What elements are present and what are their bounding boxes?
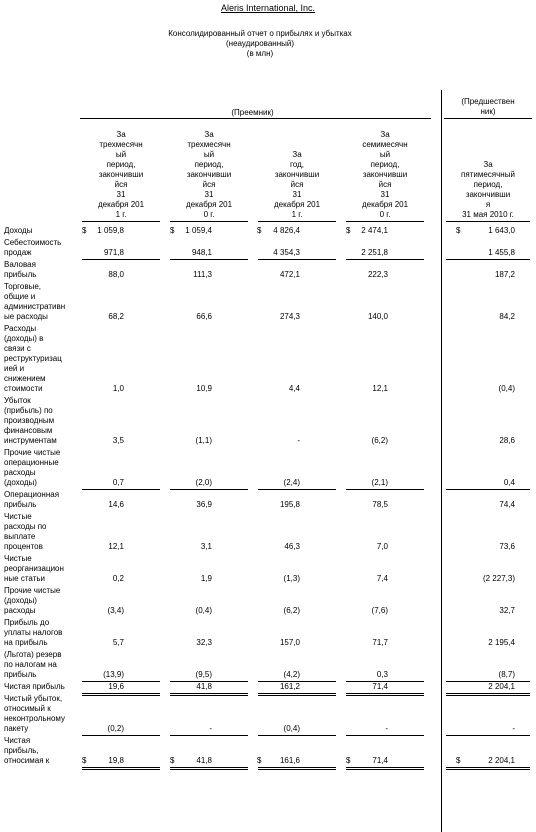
value-cell: 0,7 [112, 478, 124, 487]
value-cell: 2 195,4 [488, 638, 515, 647]
column-header-line: период, [106, 160, 136, 169]
value-cell: 1,0 [112, 384, 124, 393]
value-cell: 84,2 [499, 312, 515, 321]
value-cell: 14,6 [108, 500, 124, 509]
column-header-line: ый [203, 150, 215, 159]
row-label: Валовая прибыль [4, 260, 37, 279]
column-header-line: период, [194, 160, 224, 169]
value-cell: 4,4 [288, 384, 300, 393]
row-label: Чистые расходы по выплате процентов [4, 512, 47, 551]
value-cell: 41,8 [196, 756, 212, 765]
column-header-line: декабря 201 [97, 200, 145, 209]
row-label: Операционная прибыль [4, 490, 60, 509]
value-cell: (9,5) [195, 670, 212, 679]
value-cell: 111,3 [193, 270, 212, 279]
row-label: Прибыль до уплаты налогов на прибыль [4, 618, 63, 647]
value-cell: 74,4 [499, 500, 515, 509]
column-header-line: закончивши [98, 170, 144, 179]
unaudited-note: (неаудированный) [226, 39, 294, 48]
currency-sign: $ [346, 756, 351, 765]
value-cell: 68,2 [108, 312, 124, 321]
column-header-line: йся [290, 180, 304, 189]
value-cell: 140,0 [367, 312, 388, 321]
total-rule [82, 489, 160, 490]
value-cell: 5,7 [112, 638, 124, 647]
value-cell: (1,1) [195, 436, 212, 445]
value-cell: (8,7) [498, 670, 515, 679]
value-cell: (2 227,3) [482, 574, 515, 583]
value-cell: (6,2) [283, 606, 300, 615]
currency-sign: $ [257, 756, 262, 765]
value-cell: 948,1 [191, 248, 212, 257]
column-header-line: трехмесячн [99, 140, 143, 149]
value-cell: 161,2 [279, 682, 300, 691]
value-cell: 71,4 [372, 756, 388, 765]
value-cell: (4,2) [283, 670, 300, 679]
currency-sign: $ [170, 756, 175, 765]
value-cell: 28,6 [499, 436, 515, 445]
total-rule [170, 767, 248, 770]
column-header-line: ый [115, 150, 127, 159]
currency-sign: $ [456, 226, 461, 235]
column-header-line: декабря 201 [273, 200, 321, 209]
value-cell: 195,8 [279, 500, 300, 509]
value-cell: - [297, 436, 300, 445]
row-label: Убыток (прибыль) по производным финансовым инструментам [4, 396, 57, 445]
column-header-line: За [483, 160, 493, 169]
total-rule [170, 735, 248, 736]
row-label: Чистая прибыль, относимая к [4, 736, 50, 765]
value-cell: - [512, 724, 515, 733]
total-rule [346, 489, 424, 490]
column-header-line: декабря 201 [361, 200, 409, 209]
column-header-line: За [204, 130, 214, 139]
company-name: Aleris International, Inc. [220, 3, 316, 13]
column-header-3 [256, 150, 338, 220]
total-rule [346, 767, 424, 770]
value-cell: 46,3 [284, 542, 300, 551]
column-header-5 [444, 160, 532, 220]
value-cell: (2,4) [283, 478, 300, 487]
value-cell: (1,3) [283, 574, 300, 583]
value-cell: - [385, 724, 388, 733]
total-rule [346, 693, 424, 696]
value-cell: 0,3 [376, 670, 388, 679]
total-rule [258, 489, 336, 490]
value-cell: 19,8 [108, 756, 124, 765]
value-cell: 3,1 [200, 542, 212, 551]
column-header-underline [446, 221, 530, 222]
total-rule [446, 735, 530, 736]
total-rule [82, 693, 160, 696]
column-header-line: 31 [380, 190, 390, 199]
value-cell: 0,2 [112, 574, 124, 583]
value-cell: (13,9) [103, 670, 124, 679]
value-cell: 0,4 [503, 478, 515, 487]
value-cell: 2 474,1 [361, 226, 388, 235]
total-rule [82, 735, 160, 736]
value-cell: 222,3 [367, 270, 388, 279]
column-header-line: йся [202, 180, 216, 189]
value-cell: 1 059,8 [97, 226, 124, 235]
currency-sign: $ [257, 226, 262, 235]
column-header-line: За [380, 130, 390, 139]
value-cell: 1,9 [200, 574, 212, 583]
column-header-line: закончивши [362, 170, 408, 179]
value-cell: 971,8 [103, 248, 124, 257]
total-rule [446, 489, 530, 490]
currency-sign: $ [82, 756, 87, 765]
value-cell: 36,9 [196, 500, 212, 509]
value-cell: 88,0 [108, 270, 124, 279]
value-cell: 7,4 [376, 574, 388, 583]
currency-sign: $ [456, 756, 461, 765]
currency-sign: $ [82, 226, 87, 235]
column-header-underline [258, 221, 336, 222]
column-header-underline [346, 221, 424, 222]
total-rule [82, 767, 160, 770]
value-cell: 472,1 [279, 270, 300, 279]
value-cell: 7,0 [376, 542, 388, 551]
value-cell: 10,9 [196, 384, 212, 393]
statement-title: Консолидированный отчет о прибылях и убытках [168, 29, 352, 38]
value-cell: 2 204,1 [488, 756, 515, 765]
column-header-line: 0 г. [203, 210, 215, 219]
column-header-underline [170, 221, 248, 222]
predecessor-group-label: (Предшествен ник) [461, 97, 515, 116]
value-cell: 1 455,8 [488, 248, 515, 257]
value-cell: 1 059,4 [185, 226, 212, 235]
value-cell: 4 826,4 [273, 226, 300, 235]
column-header-line: йся [378, 180, 392, 189]
column-header-line: семимесячн [362, 140, 408, 149]
value-cell: (0,2) [107, 724, 124, 733]
value-cell: 187,2 [494, 270, 515, 279]
column-header-line: трехмесячн [187, 140, 231, 149]
successor-group-label: (Преемник) [231, 108, 274, 117]
currency-sign: $ [170, 226, 175, 235]
value-cell: 71,7 [372, 638, 388, 647]
column-header-line: йся [114, 180, 128, 189]
value-cell: (0,4) [195, 606, 212, 615]
row-label: Торговые, общие и административн ые расходы [4, 282, 66, 321]
column-header-line: пятимесячный [461, 170, 515, 179]
column-header-line: декабря 201 [185, 200, 233, 209]
value-cell: (0,4) [283, 724, 300, 733]
column-header-underline [82, 221, 160, 222]
column-header-line: 1 г. [115, 210, 127, 219]
column-header-line: закончивши [274, 170, 320, 179]
column-header-line: год, [290, 160, 304, 169]
row-label: Прочие чистые (доходы) расходы [4, 586, 61, 615]
successor-underline [80, 118, 431, 119]
value-cell: 41,8 [196, 682, 212, 691]
value-cell: 73,6 [499, 542, 515, 551]
value-cell: 2 204,1 [488, 682, 515, 691]
total-rule [170, 489, 248, 490]
total-rule [258, 693, 336, 696]
column-header-line: период, [473, 180, 503, 189]
row-label: (Льгота) резерв по налогам на прибыль [4, 650, 62, 679]
column-header-line: За [116, 130, 126, 139]
column-header-line: За [292, 150, 302, 159]
value-cell: 4 354,3 [273, 248, 300, 257]
predecessor-underline [444, 118, 532, 119]
column-header-line: 0 г. [379, 210, 391, 219]
column-header-line: 31 [116, 190, 126, 199]
value-cell: 1 643,0 [488, 226, 515, 235]
value-cell: 32,7 [499, 606, 515, 615]
row-label: Прочие чистые операционные расходы (доходы) [4, 448, 61, 487]
value-cell: 3,5 [112, 436, 124, 445]
row-label: Чистые реорганизацион ные статьи [4, 554, 64, 583]
total-rule [170, 259, 248, 260]
total-rule [446, 259, 530, 260]
units-note: (в млн) [246, 49, 274, 58]
value-cell: 157,0 [279, 638, 300, 647]
total-rule [258, 767, 336, 770]
total-rule [258, 259, 336, 260]
value-cell: 32,3 [196, 638, 212, 647]
value-cell: - [209, 724, 212, 733]
row-label: Чистая прибыль [4, 682, 65, 691]
column-header-1 [80, 130, 162, 220]
value-cell: 19,6 [108, 682, 124, 691]
column-header-line: 31 [292, 190, 302, 199]
period-separator [441, 90, 442, 832]
value-cell: (0,4) [498, 384, 515, 393]
value-cell: 274,3 [279, 312, 300, 321]
column-header-line: 31 мая 2010 г. [462, 210, 514, 219]
statement-heading [60, 29, 460, 59]
value-cell: (2,0) [195, 478, 212, 487]
value-cell: (3,4) [107, 606, 124, 615]
column-header-2 [168, 130, 250, 220]
value-cell: (7,6) [371, 606, 388, 615]
column-header-line: закончивши [186, 170, 232, 179]
value-cell: 66,6 [196, 312, 212, 321]
value-cell: (2,1) [371, 478, 388, 487]
row-label: Расходы (доходы) в связи с реструктуризац ией и снижением стоимости [4, 324, 62, 393]
value-cell: (6,2) [371, 436, 388, 445]
column-header-line: ый [379, 150, 391, 159]
value-cell: 2 251,8 [361, 248, 388, 257]
currency-sign: $ [346, 226, 351, 235]
column-header-4 [344, 130, 426, 220]
total-rule [446, 693, 530, 696]
column-header-line: я [485, 200, 491, 209]
total-rule [346, 735, 424, 736]
total-rule [258, 735, 336, 736]
value-cell: 161,6 [279, 756, 300, 765]
column-header-line: 1 г. [291, 210, 303, 219]
value-cell: 12,1 [108, 542, 124, 551]
column-header-line: 31 [204, 190, 214, 199]
row-label: Доходы [4, 226, 33, 235]
value-cell: 12,1 [372, 384, 388, 393]
total-rule [346, 259, 424, 260]
row-label: Себестоимость продаж [4, 238, 62, 257]
total-rule [170, 693, 248, 696]
value-cell: 71,4 [372, 682, 388, 691]
value-cell: 78,5 [372, 500, 388, 509]
row-label: Чистый убыток, относимый к неконтрольному пакету [4, 694, 66, 733]
column-header-line: период, [370, 160, 400, 169]
total-rule [446, 767, 530, 770]
total-rule [82, 259, 160, 260]
column-header-line: закончивши [465, 190, 511, 199]
